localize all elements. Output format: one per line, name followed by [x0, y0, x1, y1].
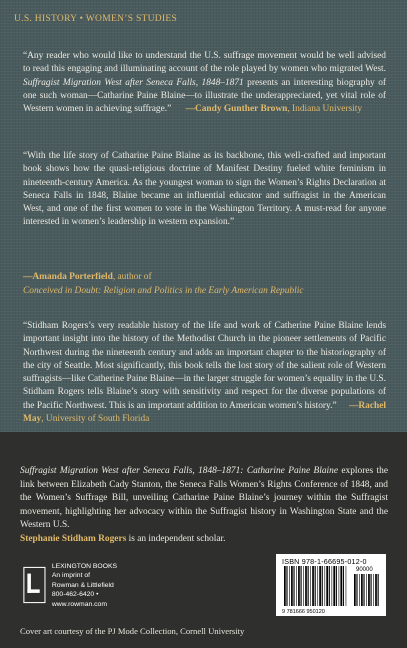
author-bio-text: is an independent scholar.	[126, 534, 226, 544]
isbn-barcode	[276, 554, 386, 616]
publisher-name: LEXINGTON BOOKS	[51, 563, 118, 570]
review-2-book	[23, 285, 386, 298]
category-label: U.S. HISTORY • WOMEN’S STUDIES	[14, 14, 178, 24]
review-1-text-cont: presents an interesting biography of one such woman—Catharine Paine Blaine—to illustrate the underappreciated, yet vital role of Western women in achieving suffrage.”	[23, 77, 386, 115]
description-title: Suffragist Migration West after Seneca Falls, 1848–1871: Catharine Paine Blaine	[20, 466, 338, 476]
publisher-text	[52, 562, 143, 609]
price-code: 90000	[356, 567, 373, 573]
review-3-affiliation: , University of South Florida	[41, 414, 150, 425]
review-3-author: —Rachel May	[23, 400, 386, 425]
barcode-number: 9 781666 950120	[282, 609, 325, 615]
author-name: Stephanie Stidham Rogers	[20, 534, 127, 544]
publisher-imprint: An imprint of	[51, 572, 91, 580]
review-2-book-title: Conceived in Doubt: Religion and Politics in the Early American Republic	[23, 286, 304, 296]
barcode-graphic	[276, 554, 386, 616]
book-description	[20, 465, 388, 533]
review-1-affiliation: , Indiana University	[287, 104, 363, 115]
review-1-book-title: Suffragist Migration West after Seneca Falls, 1848–1871	[23, 77, 244, 88]
review-2	[23, 150, 386, 230]
review-2-text: “With the life story of Catharine Paine Blaine as its backbone, this well-crafted and important book shows how the quasi-religious doctrine of Manifest Destiny fueled white feminism in nineteenth-century America. As the youngest woman to sign the Women’s Rights Declaration at Seneca Falls in 1848, Blaine became an influential educator and suffragist in the American West, and one of the first women to vote in the Washington Territory. A must-read for anyone interested in women’s leadership in western expansion.”	[23, 151, 386, 228]
author-bio	[20, 534, 388, 544]
lexington-logo-icon	[23, 564, 46, 606]
review-2-affiliation: , author of	[112, 272, 152, 282]
review-2-author: —Amanda Porterfield	[23, 272, 113, 282]
publisher-parent: Rowman & Littlefield	[51, 581, 114, 589]
publisher-block	[23, 562, 143, 616]
review-3	[23, 320, 386, 426]
review-2-attribution	[23, 271, 386, 284]
review-3-text: “Stidham Rogers’s very readable history of the life and work of Catherine Paine Blaine lends important insight into the history of the Methodist Church in the pioneer settlements of Pacific Northwest during the nineteenth century and adds an important chapter to the historiography of the city of Seattle. Most significantly, this book tells the lost story of the salient role of Western suffragists—like Catherine Paine Blaine—in the larger struggle for women’s equality in the U.S. Stidham Rogers tells Blaine’s story with sensitivity and respect for the diverse populations of the Pacific Northwest. This is an important addition to American women’s history.”	[23, 321, 386, 411]
review-1-author: —Candy Gunther Brown	[185, 104, 288, 115]
description-text: explores the link between Elizabeth Cady Stanton, the Seneca Falls Women’s Rights Conference of 1848, and the Women’s Suffrage Bill, unveiling Catharine Paine Blaine’s journey within the Suffragist movement, highlighting her advocacy within the Suffragist history in Washington State and the Western U.S.	[20, 466, 388, 531]
cover-art-credit: Cover art courtesy of the PJ Mode Collection, Cornell University	[20, 626, 245, 636]
review-1-text: “Any reader who would like to understand the U.S. suffrage movement would be well advised to read this engaging and illuminating account of the role played by women who migrated West.	[23, 51, 386, 75]
publisher-contact: 800-462-6420 • www.rowman.com	[51, 591, 108, 608]
isbn-text: ISBN 978-1-66695-012-0	[282, 557, 367, 566]
review-1	[23, 50, 386, 116]
